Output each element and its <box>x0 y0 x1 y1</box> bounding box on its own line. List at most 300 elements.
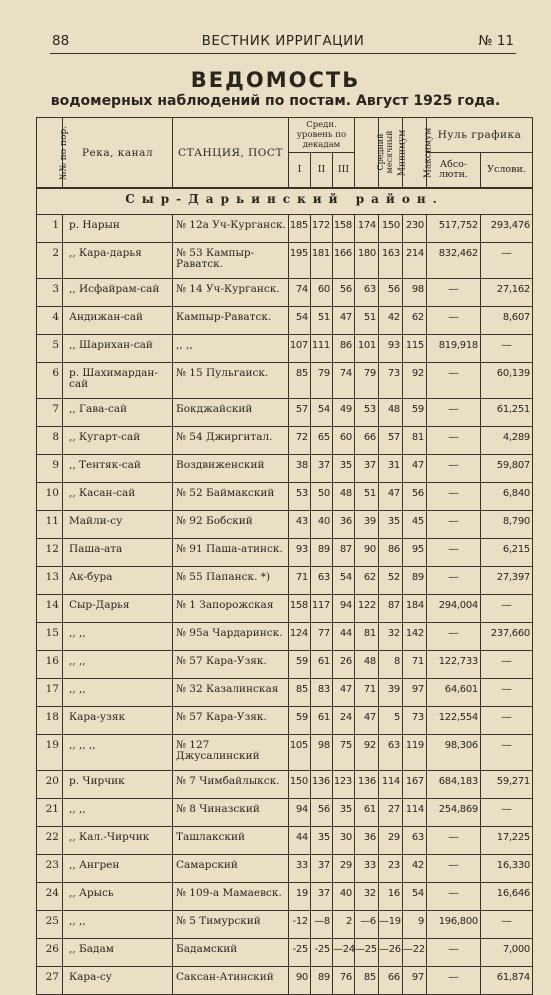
zero-absolute-value: — <box>427 307 481 335</box>
decade-3-value: 87 <box>333 539 355 567</box>
row-number: 20 <box>37 771 63 799</box>
decade-1-value: 19 <box>289 883 311 911</box>
minimum-value: 31 <box>379 455 403 483</box>
decade-2-value: 77 <box>311 623 333 651</box>
row-number: 23 <box>37 855 63 883</box>
maximum-value: 81 <box>403 427 427 455</box>
zero-conditional-value: 27,162 <box>481 279 533 307</box>
zero-conditional-value: — <box>481 595 533 623</box>
decade-1-value: 105 <box>289 735 311 771</box>
decade-2-value: -25 <box>311 939 333 967</box>
decade-3-value: 75 <box>333 735 355 771</box>
river-name: ,, Кара-дарья <box>63 243 173 279</box>
zero-absolute-value: — <box>427 567 481 595</box>
minimum-value: 63 <box>379 735 403 771</box>
decade-1-value: -12 <box>289 911 311 939</box>
monthly-mean-value: 90 <box>355 539 379 567</box>
observations-table <box>36 117 533 995</box>
river-name: р. Чирчик <box>63 771 173 799</box>
zero-absolute-value: — <box>427 855 481 883</box>
row-number: 21 <box>37 799 63 827</box>
decade-3-value: 94 <box>333 595 355 623</box>
decade-1-value: -25 <box>289 939 311 967</box>
table-row <box>37 827 533 855</box>
monthly-mean-value: —25 <box>355 939 379 967</box>
table-row <box>37 539 533 567</box>
decade-1-value: 44 <box>289 827 311 855</box>
row-number: 11 <box>37 511 63 539</box>
decade-2-value: 89 <box>311 539 333 567</box>
col-header-no: №№ по пор. <box>37 118 63 189</box>
zero-conditional-value: 237,660 <box>481 623 533 651</box>
minimum-value: 86 <box>379 539 403 567</box>
station-name: Саксан-Атинский <box>173 967 289 995</box>
station-name: Ташлакский <box>173 827 289 855</box>
river-name: Сыр-Дарья <box>63 595 173 623</box>
table-row <box>37 939 533 967</box>
minimum-value: 48 <box>379 399 403 427</box>
decade-3-value: 76 <box>333 967 355 995</box>
table-row <box>37 511 533 539</box>
region-label: Сыр-Дарьинский район. <box>37 188 533 215</box>
maximum-value: 184 <box>403 595 427 623</box>
station-name: № 109-а Мамаевск. <box>173 883 289 911</box>
zero-absolute-value: — <box>427 399 481 427</box>
table-row <box>37 911 533 939</box>
table-row <box>37 855 533 883</box>
zero-absolute-value: 122,733 <box>427 651 481 679</box>
maximum-value: 54 <box>403 883 427 911</box>
table-row <box>37 307 533 335</box>
minimum-value: 163 <box>379 243 403 279</box>
row-number: 10 <box>37 483 63 511</box>
zero-conditional-value: 4,289 <box>481 427 533 455</box>
maximum-value: 98 <box>403 279 427 307</box>
river-name: ,, Арысь <box>63 883 173 911</box>
minimum-value: 73 <box>379 363 403 399</box>
decade-3-value: 40 <box>333 883 355 911</box>
decade-3-value: 60 <box>333 427 355 455</box>
decade-3-value: 49 <box>333 399 355 427</box>
river-name: Андижан-сай <box>63 307 173 335</box>
minimum-value: 114 <box>379 771 403 799</box>
river-name: ,, Исфайрам-сай <box>63 279 173 307</box>
row-number: 2 <box>37 243 63 279</box>
table-row <box>37 967 533 995</box>
decade-2-value: 117 <box>311 595 333 623</box>
river-name: Кара-су <box>63 967 173 995</box>
minimum-value: 5 <box>379 707 403 735</box>
decade-1-value: 72 <box>289 427 311 455</box>
issue-number: № 11 <box>478 33 514 49</box>
row-number: 12 <box>37 539 63 567</box>
minimum-value: 56 <box>379 279 403 307</box>
decade-2-value: 111 <box>311 335 333 363</box>
minimum-value: 23 <box>379 855 403 883</box>
monthly-mean-value: 47 <box>355 707 379 735</box>
decade-2-value: 60 <box>311 279 333 307</box>
header-rule <box>50 53 516 54</box>
zero-absolute-value: 684,183 <box>427 771 481 799</box>
decade-3-value: 30 <box>333 827 355 855</box>
decade-3-value: 166 <box>333 243 355 279</box>
row-number: 4 <box>37 307 63 335</box>
decade-2-value: 65 <box>311 427 333 455</box>
maximum-value: 95 <box>403 539 427 567</box>
river-name: ,, Кугарт-сай <box>63 427 173 455</box>
monthly-mean-value: 32 <box>355 883 379 911</box>
monthly-mean-value: 122 <box>355 595 379 623</box>
decade-3-value: 44 <box>333 623 355 651</box>
zero-conditional-value: — <box>481 735 533 771</box>
maximum-value: 97 <box>403 967 427 995</box>
zero-conditional-value: — <box>481 335 533 363</box>
station-name: Бадамский <box>173 939 289 967</box>
station-name: ,, ,, <box>173 335 289 363</box>
monthly-mean-value: 81 <box>355 623 379 651</box>
station-name: № 57 Кара-Узяк. <box>173 707 289 735</box>
monthly-mean-value: 79 <box>355 363 379 399</box>
zero-conditional-value: 60,139 <box>481 363 533 399</box>
minimum-value: 16 <box>379 883 403 911</box>
table-row <box>37 707 533 735</box>
river-name: ,, ,, <box>63 623 173 651</box>
zero-conditional-value: 59,807 <box>481 455 533 483</box>
row-number: 22 <box>37 827 63 855</box>
decade-3-value: 56 <box>333 279 355 307</box>
minimum-value: 150 <box>379 215 403 243</box>
station-name: № 14 Уч-Курганск. <box>173 279 289 307</box>
maximum-value: 167 <box>403 771 427 799</box>
decade-1-value: 195 <box>289 243 311 279</box>
decade-3-value: 123 <box>333 771 355 799</box>
row-number: 3 <box>37 279 63 307</box>
zero-absolute-value: 832,462 <box>427 243 481 279</box>
zero-conditional-value: — <box>481 243 533 279</box>
decade-2-value: 61 <box>311 707 333 735</box>
decade-2-value: 181 <box>311 243 333 279</box>
col-header-cond: Услови. <box>481 153 533 189</box>
monthly-mean-value: 62 <box>355 567 379 595</box>
row-number: 1 <box>37 215 63 243</box>
zero-conditional-value: 27,397 <box>481 567 533 595</box>
table-row <box>37 883 533 911</box>
minimum-value: 27 <box>379 799 403 827</box>
zero-absolute-value: 64,601 <box>427 679 481 707</box>
row-number: 19 <box>37 735 63 771</box>
zero-absolute-value: — <box>427 827 481 855</box>
zero-absolute-value: — <box>427 279 481 307</box>
zero-absolute-value: 254,869 <box>427 799 481 827</box>
monthly-mean-value: 53 <box>355 399 379 427</box>
decade-3-value: 48 <box>333 483 355 511</box>
row-number: 24 <box>37 883 63 911</box>
maximum-value: 63 <box>403 827 427 855</box>
monthly-mean-value: 37 <box>355 455 379 483</box>
monthly-mean-value: 101 <box>355 335 379 363</box>
river-name: р. Шахимардан-сай <box>63 363 173 399</box>
decade-1-value: 124 <box>289 623 311 651</box>
decade-2-value: —8 <box>311 911 333 939</box>
river-name: ,, Бадам <box>63 939 173 967</box>
river-name: ,, Кал.-Чирчик <box>63 827 173 855</box>
zero-conditional-value: 16,646 <box>481 883 533 911</box>
col-header-river: Река, канал <box>63 118 173 189</box>
decade-1-value: 33 <box>289 855 311 883</box>
row-number: 15 <box>37 623 63 651</box>
zero-absolute-value: 294,004 <box>427 595 481 623</box>
col-header-min: Минимум <box>379 118 403 189</box>
maximum-value: 114 <box>403 799 427 827</box>
table-row <box>37 363 533 399</box>
table-row <box>37 595 533 623</box>
decade-1-value: 54 <box>289 307 311 335</box>
decade-2-value: 37 <box>311 455 333 483</box>
station-name: № 95а Чардаринск. <box>173 623 289 651</box>
zero-absolute-value: 98,306 <box>427 735 481 771</box>
decade-1-value: 90 <box>289 967 311 995</box>
row-number: 6 <box>37 363 63 399</box>
station-name: № 32 Казалинская <box>173 679 289 707</box>
decade-2-value: 56 <box>311 799 333 827</box>
monthly-mean-value: 85 <box>355 967 379 995</box>
river-name: Ак-бура <box>63 567 173 595</box>
river-name: ,, ,, ,, <box>63 735 173 771</box>
zero-conditional-value: 16,330 <box>481 855 533 883</box>
decade-2-value: 136 <box>311 771 333 799</box>
table-row <box>37 399 533 427</box>
maximum-value: 9 <box>403 911 427 939</box>
river-name: ,, Гава-сай <box>63 399 173 427</box>
river-name: Майли-су <box>63 511 173 539</box>
document-subtitle: водомерных наблюдений по постам. Август 1925 года. <box>50 93 501 109</box>
row-number: 7 <box>37 399 63 427</box>
minimum-value: 93 <box>379 335 403 363</box>
decade-3-value: 74 <box>333 363 355 399</box>
zero-absolute-value: — <box>427 511 481 539</box>
table-row <box>37 427 533 455</box>
river-name: ,, Касан-сай <box>63 483 173 511</box>
zero-conditional-value: 293,476 <box>481 215 533 243</box>
monthly-mean-value: 136 <box>355 771 379 799</box>
decade-3-value: 54 <box>333 567 355 595</box>
decade-2-value: 79 <box>311 363 333 399</box>
maximum-value: 47 <box>403 455 427 483</box>
table-row <box>37 279 533 307</box>
zero-absolute-value: — <box>427 623 481 651</box>
row-number: 26 <box>37 939 63 967</box>
zero-conditional-value: 17,225 <box>481 827 533 855</box>
maximum-value: —22 <box>403 939 427 967</box>
zero-conditional-value: 8,790 <box>481 511 533 539</box>
document-title: ВЕДОМОСТЬ <box>190 68 361 92</box>
maximum-value: 56 <box>403 483 427 511</box>
minimum-value: 87 <box>379 595 403 623</box>
river-name: ,, ,, <box>63 679 173 707</box>
zero-absolute-value: — <box>427 967 481 995</box>
monthly-mean-value: 71 <box>355 679 379 707</box>
zero-conditional-value: — <box>481 679 533 707</box>
zero-absolute-value: — <box>427 427 481 455</box>
minimum-value: 47 <box>379 483 403 511</box>
table-row <box>37 335 533 363</box>
zero-conditional-value: 61,251 <box>481 399 533 427</box>
station-name: Самарский <box>173 855 289 883</box>
minimum-value: 39 <box>379 679 403 707</box>
river-name: Кара-узяк <box>63 707 173 735</box>
river-name: Паша-ата <box>63 539 173 567</box>
zero-absolute-value: 819,918 <box>427 335 481 363</box>
decade-2-value: 63 <box>311 567 333 595</box>
decade-3-value: 2 <box>333 911 355 939</box>
station-name: № 12а Уч-Курганск. <box>173 215 289 243</box>
minimum-value: 29 <box>379 827 403 855</box>
row-number: 14 <box>37 595 63 623</box>
maximum-value: 71 <box>403 651 427 679</box>
decade-2-value: 40 <box>311 511 333 539</box>
minimum-value: 42 <box>379 307 403 335</box>
col-header-d1: I <box>289 153 311 189</box>
row-number: 18 <box>37 707 63 735</box>
decade-2-value: 35 <box>311 827 333 855</box>
table-row <box>37 771 533 799</box>
row-number: 9 <box>37 455 63 483</box>
decade-1-value: 59 <box>289 651 311 679</box>
maximum-value: 45 <box>403 511 427 539</box>
monthly-mean-value: 36 <box>355 827 379 855</box>
minimum-value: —19 <box>379 911 403 939</box>
station-name: № 52 Баймакский <box>173 483 289 511</box>
decade-1-value: 74 <box>289 279 311 307</box>
table-row <box>37 651 533 679</box>
monthly-mean-value: 63 <box>355 279 379 307</box>
monthly-mean-value: 92 <box>355 735 379 771</box>
river-name: ,, ,, <box>63 651 173 679</box>
maximum-value: 92 <box>403 363 427 399</box>
col-header-station: СТАНЦИЯ, ПОСТ <box>173 118 289 189</box>
river-name: ,, Шарихан-сай <box>63 335 173 363</box>
minimum-value: 35 <box>379 511 403 539</box>
zero-conditional-value: — <box>481 707 533 735</box>
decade-3-value: 47 <box>333 679 355 707</box>
table-row <box>37 215 533 243</box>
monthly-mean-value: 33 <box>355 855 379 883</box>
monthly-mean-value: 51 <box>355 307 379 335</box>
decade-1-value: 94 <box>289 799 311 827</box>
zero-conditional-value: 61,874 <box>481 967 533 995</box>
minimum-value: 66 <box>379 967 403 995</box>
journal-title: ВЕСТНИК ИРРИГАЦИИ <box>201 33 365 49</box>
row-number: 17 <box>37 679 63 707</box>
zero-absolute-value: — <box>427 539 481 567</box>
decade-1-value: 38 <box>289 455 311 483</box>
river-name: ,, Тентяк-сай <box>63 455 173 483</box>
monthly-mean-value: 66 <box>355 427 379 455</box>
river-name: ,, Ангрен <box>63 855 173 883</box>
maximum-value: 230 <box>403 215 427 243</box>
table-row <box>37 483 533 511</box>
decade-1-value: 150 <box>289 771 311 799</box>
maximum-value: 62 <box>403 307 427 335</box>
decade-3-value: 86 <box>333 335 355 363</box>
decade-1-value: 93 <box>289 539 311 567</box>
river-name: ,, ,, <box>63 911 173 939</box>
decade-2-value: 172 <box>311 215 333 243</box>
minimum-value: 8 <box>379 651 403 679</box>
station-name: Кампыр-Раватск. <box>173 307 289 335</box>
zero-conditional-value: 6,840 <box>481 483 533 511</box>
station-name: Воздвиженский <box>173 455 289 483</box>
station-name: № 7 Чимбайлыкск. <box>173 771 289 799</box>
station-name: № 15 Пульгаиск. <box>173 363 289 399</box>
table-row <box>37 799 533 827</box>
decade-2-value: 37 <box>311 855 333 883</box>
decade-1-value: 59 <box>289 707 311 735</box>
zero-conditional-value: — <box>481 651 533 679</box>
observations-table-wrap <box>36 117 532 995</box>
minimum-value: 52 <box>379 567 403 595</box>
maximum-value: 73 <box>403 707 427 735</box>
col-header-max: Максимум <box>403 118 427 189</box>
col-header-abs: Абсо-лютн. <box>427 153 481 189</box>
station-name: № 5 Тимурский <box>173 911 289 939</box>
decade-3-value: 24 <box>333 707 355 735</box>
decade-2-value: 51 <box>311 307 333 335</box>
zero-absolute-value: 196,800 <box>427 911 481 939</box>
col-header-decades: Средн. уровень по декадам <box>289 118 355 153</box>
row-number: 25 <box>37 911 63 939</box>
table-row <box>37 567 533 595</box>
decade-3-value: 29 <box>333 855 355 883</box>
decade-3-value: 36 <box>333 511 355 539</box>
zero-absolute-value: — <box>427 939 481 967</box>
row-number: 27 <box>37 967 63 995</box>
station-name: № 54 Джиргитал. <box>173 427 289 455</box>
station-name: № 53 Кампыр-Раватск. <box>173 243 289 279</box>
zero-conditional-value: — <box>481 911 533 939</box>
decade-3-value: 35 <box>333 799 355 827</box>
decade-1-value: 107 <box>289 335 311 363</box>
monthly-mean-value: 174 <box>355 215 379 243</box>
maximum-value: 142 <box>403 623 427 651</box>
decade-1-value: 53 <box>289 483 311 511</box>
decade-1-value: 158 <box>289 595 311 623</box>
maximum-value: 97 <box>403 679 427 707</box>
minimum-value: 32 <box>379 623 403 651</box>
table-row <box>37 623 533 651</box>
decade-3-value: 158 <box>333 215 355 243</box>
table-row <box>37 243 533 279</box>
zero-conditional-value: 7,000 <box>481 939 533 967</box>
decade-2-value: 61 <box>311 651 333 679</box>
page-number: 88 <box>52 33 70 49</box>
monthly-mean-value: 39 <box>355 511 379 539</box>
maximum-value: 214 <box>403 243 427 279</box>
decade-1-value: 85 <box>289 679 311 707</box>
col-header-d3: III <box>333 153 355 189</box>
table-row <box>37 679 533 707</box>
decade-1-value: 85 <box>289 363 311 399</box>
decade-2-value: 50 <box>311 483 333 511</box>
maximum-value: 59 <box>403 399 427 427</box>
col-header-d2: II <box>311 153 333 189</box>
station-name: № 57 Кара-Узяк. <box>173 651 289 679</box>
decade-3-value: 26 <box>333 651 355 679</box>
decade-2-value: 89 <box>311 967 333 995</box>
col-header-mean: Средний месячный <box>355 118 379 189</box>
zero-absolute-value: 517,752 <box>427 215 481 243</box>
zero-absolute-value: — <box>427 455 481 483</box>
